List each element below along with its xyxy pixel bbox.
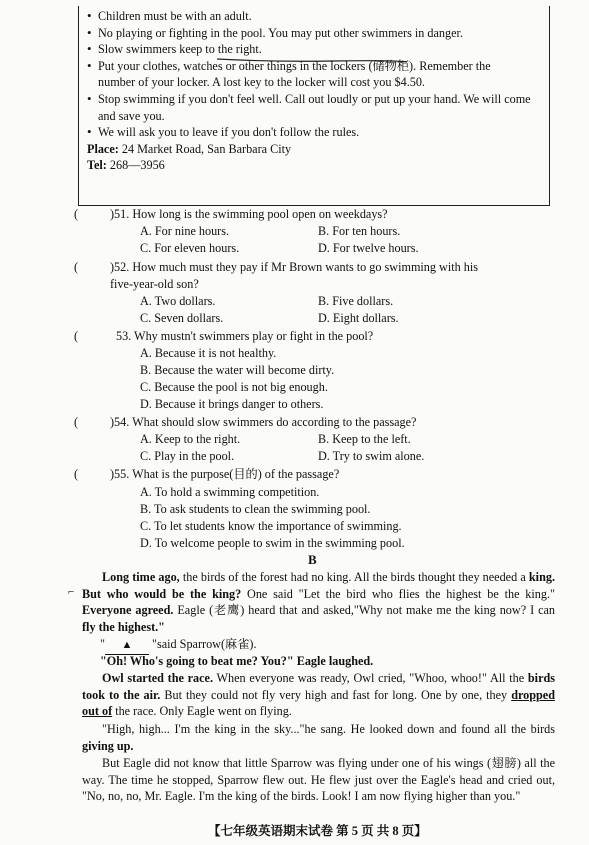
option: A. Two dollars.: [140, 294, 216, 308]
option: B. Because the water will become dirty.: [140, 363, 335, 377]
option: B. Five dollars.: [318, 294, 394, 308]
question-52-cont: five-year-old son?: [110, 277, 199, 291]
rule-item: • No playing or fighting in the pool. You may put other swimmers in danger.: [87, 25, 543, 42]
passage-paragraph-6: But Eagle did not know that little Sparrow was flying under one of his wings (翅膀) all the way. The time he stopped, Sparrow flew out. He flew just over the Eagle's head and cried out, "No, no, no, Mr. Eagle. I'm the king of the birds. Look! I am now flying higher than you.": [82, 756, 555, 804]
option: C. Because the pool is not big enough.: [140, 380, 328, 394]
option: A. To hold a swimming competition.: [140, 485, 320, 499]
passage-paragraph-3: "Oh! Who's going to beat me? You?" Eagle laughed.: [100, 654, 374, 668]
place-line: Place: 24 Market Road, San Barbara City: [87, 141, 292, 156]
option: B. Keep to the left.: [318, 432, 411, 446]
option: D. Try to swim alone.: [318, 449, 425, 463]
question-54: ( )54. What should slow swimmers do according to the passage?: [74, 415, 417, 429]
option: C. Seven dollars.: [140, 311, 224, 325]
question-53: ( 53. Why mustn't swimmers play or fight in the pool?: [74, 329, 374, 343]
passage-paragraph-1: Long time ago, the birds of the forest had no king. All the birds thought they needed a king. But who would be the king? One said "Let the bird who flies the highest be the king." Everyone agreed. Eagle (老鹰) heard that and asked,"Why not make me the king now? I can fly the highest.": [82, 570, 556, 634]
rule-item: • Stop swimming if you don't feel well. Call out loudly or put up your hand. We will come and save you.: [87, 91, 543, 124]
rule-item: • We will ask you to leave if you don't follow the rules.: [87, 124, 543, 141]
option: A. For nine hours.: [140, 224, 230, 238]
option: D. Eight dollars.: [318, 311, 399, 325]
passage-paragraph-4: Owl started the race. When everyone was ready, Owl cried, "Whoo, whoo!" All the birds took to the air. But they could not fly very high and fast for long. One by one, they dropped out of the race. Only Eagle went on flying.: [82, 671, 556, 719]
question-52: ( )52. How much must they pay if Mr Brown wants to go swimming with his: [74, 260, 478, 274]
rules-box: [78, 6, 550, 206]
page-footer: 【七年级英语期末试卷 第 5 页 共 8 页】: [208, 824, 427, 838]
passage-paragraph-2: " ▲ "said Sparrow(麻雀).: [100, 636, 540, 655]
tel-line: Tel: 268—3956: [87, 158, 165, 173]
option: D. To welcome people to swim in the swimming pool.: [140, 536, 405, 550]
option: A. Because it is not healthy.: [140, 346, 277, 360]
rule-item: • Children must be with an adult.: [87, 8, 543, 25]
question-51: ( )51. How long is the swimming pool open on weekdays?: [74, 207, 388, 221]
option: B. To ask students to clean the swimming pool.: [140, 502, 371, 516]
margin-arrow-mark: ⌐: [68, 586, 75, 598]
option: D. Because it brings danger to others.: [140, 397, 324, 411]
option: A. Keep to the right.: [140, 432, 241, 446]
option: C. To let students know the importance of swimming.: [140, 519, 402, 533]
option: B. For ten hours.: [318, 224, 401, 238]
section-b-title: B: [308, 552, 317, 567]
question-55: ( )55. What is the purpose(目的) of the passage?: [74, 467, 340, 481]
option: C. For eleven hours.: [140, 241, 240, 255]
option: C. Play in the pool.: [140, 449, 235, 463]
handwritten-underline-mark: [212, 55, 412, 69]
passage-paragraph-5: "High, high... I'm the king in the sky..."he sang. He looked down and found all the birds giving up.: [82, 722, 555, 753]
rule-item: • Slow swimmers keep to the right.: [87, 41, 543, 58]
option: D. For twelve hours.: [318, 241, 419, 255]
rule-item: • Put your clothes, watches or other things in the lockers (储物柜). Remember the number of your locker. A lost key to the locker will cost you $4.50.: [87, 58, 543, 91]
blank-answer: ▲: [105, 637, 149, 655]
